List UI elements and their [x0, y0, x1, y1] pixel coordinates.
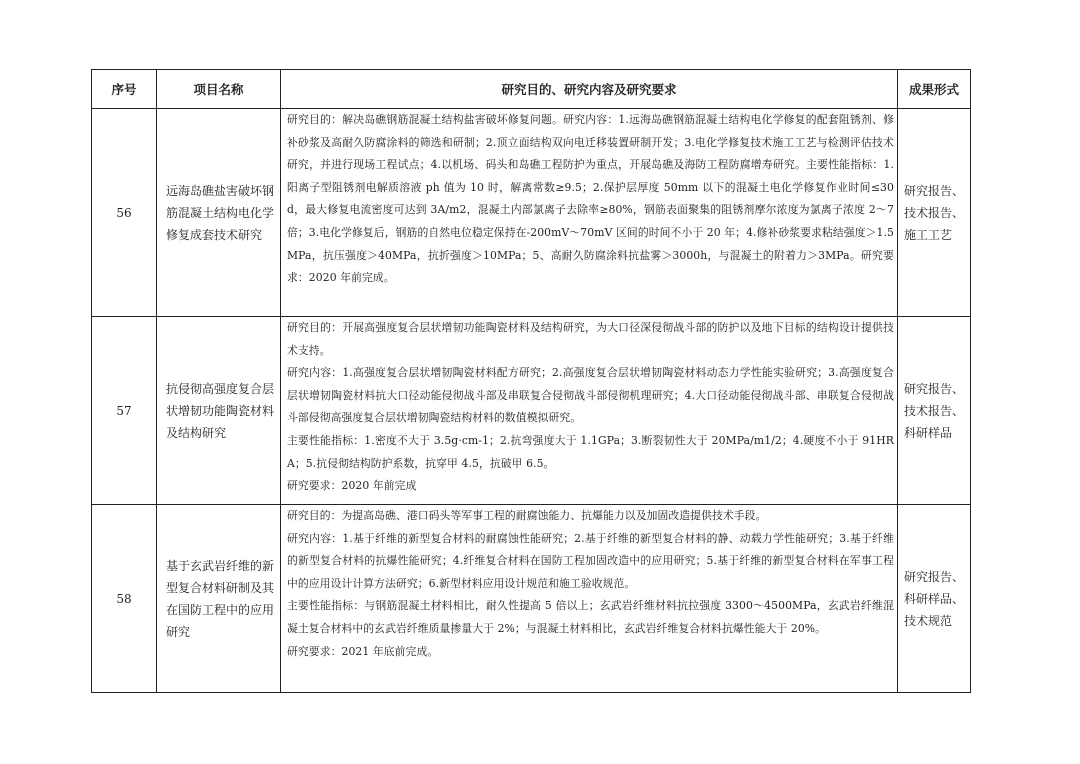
project-content: 研究目的：解决岛礁钢筋混凝土结构盐害破坏修复问题。研究内容：1.远海岛礁钢筋混凝土结构电化学修复的配套阻锈剂、修补砂浆及高耐久防腐涂料的筛选和研制；2.顶立面结构双向电迁移装置研制开发；3.电化学修复技术施工工艺与检测评估技术研究，并进行现场工程试点；4.以机场、码头和岛礁工程防护为重点，开展岛礁及海防工程防腐增寿研究。主要性能指标：1.阳离子型阻锈剂电解质溶液 ph 值为 10 时，解离常数≥9.5；2.保护层厚度 50mm 以下的混凝土电化学修复作业时间≤30d，最大修复电流密度可达到 3A/m2，混凝土内部氯离子去除率≥80%，钢筋表面聚集的阻锈剂摩尔浓度为氯离子浓度 2～7 倍；3.电化学修复后，钢筋的自然电位稳定保持在-200mV～70mV 区间的时间不小于 20 年；4.修补砂浆要求粘结强度＞1.5MPa，抗压强度＞40MPa，抗折强度＞10MPa；5、高耐久防腐涂料抗盐雾＞3000h，与混凝土的附着力＞3MPa。研究要求：2020 年前完成。	[281, 109, 898, 317]
project-content	[281, 505, 898, 693]
project-name: 抗侵彻高强度复合层状增韧功能陶瓷材料及结构研究	[157, 317, 281, 505]
content-research: 研究内容：1.高强度复合层状增韧陶瓷材料配方研究；2.高强度复合层状增韧陶瓷材料动态力学性能实验研究；3.高强度复合层状增韧陶瓷材料抗大口径动能侵彻战斗部及串联复合侵彻战斗部侵彻机理研究；4.大口径动能侵彻战斗部、串联复合侵彻战斗部侵彻高强度复合层状增韧陶瓷结构材料的数值模拟研究。	[287, 366, 894, 425]
result-form: 研究报告、 科研样品、 技术规范	[898, 505, 971, 693]
row-index: 57	[92, 317, 157, 505]
table-row	[92, 109, 971, 317]
header-index: 序号	[92, 70, 157, 109]
content-indicators: 主要性能指标：1.密度不大于 3.5g·cm-1；2.抗弯强度大于 1.1GPa；3.断裂韧性大于 20MPa/m1/2；4.硬度不小于 91HRA；5.抗侵彻结构防护系数，抗穿甲 4.5，抗破甲 6.5。	[287, 433, 894, 470]
result-form: 研究报告、 技术报告、 施工工艺	[898, 109, 971, 317]
header-name: 项目名称	[157, 70, 281, 109]
content-indicators: 主要性能指标：与钢筋混凝土材料相比，耐久性提高 5 倍以上；玄武岩纤维材料抗拉强度 3300～4500MPa，玄武岩纤维混凝土复合材料中的玄武岩纤维质量掺量大于 2%；与混凝土材料相比，玄武岩纤维复合材料抗爆性能大于 20%。	[287, 599, 894, 635]
table-header-row	[92, 70, 971, 109]
row-index: 56	[92, 109, 157, 317]
row-index: 58	[92, 505, 157, 693]
content-purpose: 研究目的：开展高强度复合层状增韧功能陶瓷材料及结构研究，为大口径深侵彻战斗部的防护以及地下目标的结构设计提供技术支持。	[287, 321, 894, 357]
project-name: 远海岛礁盐害破坏钢筋混凝土结构电化学修复成套技术研究	[157, 109, 281, 317]
header-result: 成果形式	[898, 70, 971, 109]
project-content	[281, 317, 898, 505]
content-research: 研究内容：1.基于纤维的新型复合材料的耐腐蚀性能研究；2.基于纤维的新型复合材料的静、动载力学性能研究；3.基于纤维的新型复合材料的抗爆性能研究；4.纤维复合材料在国防工程加固改造中的应用研究；5.基于纤维的新型复合材料在军事工程中的应用设计计算方法研究；6.新型材料应用设计规范和施工验收规范。	[287, 531, 894, 590]
content-purpose: 研究目的：为提高岛礁、港口码头等军事工程的耐腐蚀能力、抗爆能力以及加固改造提供技术手段。	[287, 509, 767, 522]
content-requirement: 研究要求：2021 年底前完成。	[287, 644, 439, 658]
project-name: 基于玄武岩纤维的新型复合材料研制及其在国防工程中的应用研究	[157, 505, 281, 693]
result-form: 研究报告、 技术报告、 科研样品	[898, 317, 971, 505]
content-requirement: 研究要求：2020 年前完成	[287, 479, 417, 493]
table-row	[92, 505, 971, 693]
header-content: 研究目的、研究内容及研究要求	[281, 70, 898, 109]
table-row	[92, 317, 971, 505]
project-table	[91, 69, 971, 693]
